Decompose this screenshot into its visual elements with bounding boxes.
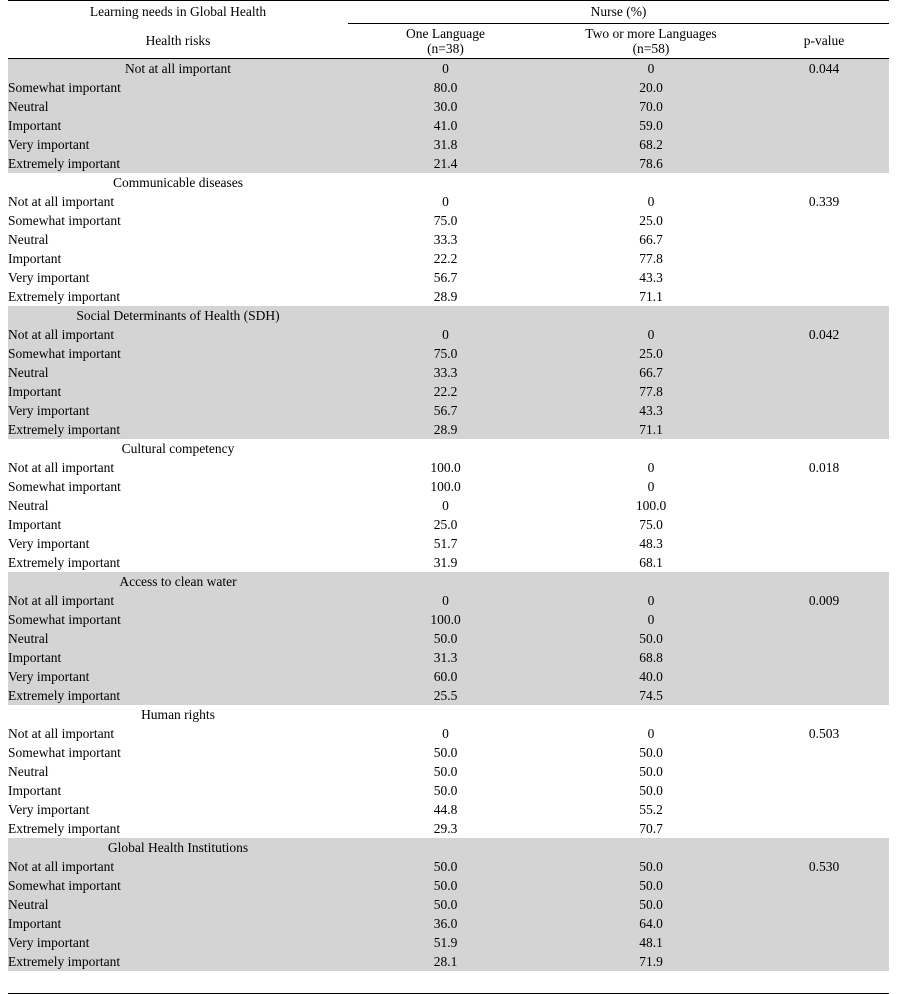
cell-two-languages: 0 [543, 59, 759, 79]
table-row [8, 553, 889, 572]
section-header-spacer [759, 838, 889, 857]
table-row [8, 154, 889, 173]
section-header-spacer [543, 705, 759, 724]
cell-one-language: 0 [348, 325, 543, 344]
row-label: Somewhat important [8, 344, 348, 363]
cell-two-languages: 50.0 [543, 876, 759, 895]
cell-two-languages: 0 [543, 477, 759, 496]
cell-pvalue-empty [759, 420, 889, 439]
cell-pvalue-empty [759, 534, 889, 553]
table-row [8, 363, 889, 382]
cell-pvalue-empty [759, 781, 889, 800]
cell-one-language: 50.0 [348, 743, 543, 762]
section-header-spacer [348, 439, 543, 458]
cell-two-languages: 48.1 [543, 933, 759, 952]
section-header-spacer [543, 572, 759, 591]
table-row [8, 762, 889, 781]
cell-pvalue: 0.018 [759, 458, 889, 477]
cell-pvalue-empty [759, 553, 889, 572]
row-label: Very important [8, 135, 348, 154]
cell-one-language: 25.5 [348, 686, 543, 705]
cell-one-language: 75.0 [348, 211, 543, 230]
table-row [8, 686, 889, 705]
cell-one-language: 33.3 [348, 230, 543, 249]
table-row [8, 591, 889, 610]
cell-pvalue-empty [759, 762, 889, 781]
cell-two-languages: 100.0 [543, 496, 759, 515]
table-row [8, 914, 889, 933]
table-row [8, 743, 889, 762]
cell-two-languages: 40.0 [543, 667, 759, 686]
row-label: Extremely important [8, 819, 348, 838]
cell-two-languages: 77.8 [543, 382, 759, 401]
table-subheader-row [8, 24, 889, 59]
cell-two-languages: 50.0 [543, 762, 759, 781]
section-header-spacer [543, 439, 759, 458]
cell-pvalue-empty [759, 78, 889, 97]
table-row [8, 800, 889, 819]
cell-two-languages: 0 [543, 458, 759, 477]
section-header-row [8, 306, 889, 325]
cell-one-language: 31.3 [348, 648, 543, 667]
table-body [8, 59, 889, 994]
section-header-row [8, 572, 889, 591]
cell-two-languages: 70.7 [543, 819, 759, 838]
cell-one-language: 28.9 [348, 287, 543, 306]
cell-two-languages: 74.5 [543, 686, 759, 705]
section-header-spacer [759, 439, 889, 458]
cell-two-languages: 71.1 [543, 420, 759, 439]
table-row [8, 192, 889, 211]
row-label: Very important [8, 667, 348, 686]
cell-two-languages: 50.0 [543, 781, 759, 800]
cell-pvalue-empty [759, 154, 889, 173]
cell-two-languages: 25.0 [543, 344, 759, 363]
cell-one-language: 29.3 [348, 819, 543, 838]
section-header-spacer [759, 705, 889, 724]
section-title: Human rights [8, 705, 348, 724]
cell-pvalue-empty [759, 344, 889, 363]
cell-pvalue: 0.530 [759, 857, 889, 876]
cell-pvalue-empty [759, 477, 889, 496]
section-title: Social Determinants of Health (SDH) [8, 306, 348, 325]
table-row [8, 534, 889, 553]
cell-pvalue-empty [759, 230, 889, 249]
cell-one-language: 0 [348, 496, 543, 515]
row-label: Neutral [8, 496, 348, 515]
cell-two-languages: 68.8 [543, 648, 759, 667]
table-header-top-row [8, 1, 889, 24]
cell-pvalue: 0.503 [759, 724, 889, 743]
table-row [8, 477, 889, 496]
row-label: Not at all important [8, 458, 348, 477]
cell-one-language: 31.9 [348, 553, 543, 572]
cell-pvalue: 0.009 [759, 591, 889, 610]
cell-pvalue-empty [759, 686, 889, 705]
cell-two-languages: 20.0 [543, 78, 759, 97]
table-row [8, 401, 889, 420]
cell-one-language: 0 [348, 724, 543, 743]
section-header-row [8, 59, 889, 79]
cell-one-language: 56.7 [348, 401, 543, 420]
cell-pvalue-empty [759, 610, 889, 629]
column-header-one-language-n: (n=38) [427, 41, 464, 56]
cell-one-language: 56.7 [348, 268, 543, 287]
cell-pvalue-empty [759, 287, 889, 306]
row-label: Important [8, 781, 348, 800]
table-row [8, 876, 889, 895]
cell-one-language: 51.9 [348, 933, 543, 952]
table-row [8, 819, 889, 838]
cell-two-languages: 71.1 [543, 287, 759, 306]
cell-pvalue-empty [759, 952, 889, 971]
cell-pvalue-empty [759, 116, 889, 135]
cell-pvalue-empty [759, 363, 889, 382]
cell-two-languages: 0 [543, 724, 759, 743]
cell-pvalue-empty [759, 876, 889, 895]
cell-pvalue-empty [759, 97, 889, 116]
cell-pvalue-empty [759, 914, 889, 933]
cell-pvalue-empty [759, 629, 889, 648]
table-bottom-rule-cell [759, 971, 889, 994]
section-title: Cultural competency [8, 439, 348, 458]
cell-one-language: 0 [348, 591, 543, 610]
table-row [8, 78, 889, 97]
cell-two-languages: 77.8 [543, 249, 759, 268]
section-header-spacer [348, 705, 543, 724]
table-row [8, 249, 889, 268]
cell-one-language: 0 [348, 192, 543, 211]
row-label: Very important [8, 268, 348, 287]
cell-pvalue-empty [759, 496, 889, 515]
section-title: Access to clean water [8, 572, 348, 591]
cell-two-languages: 70.0 [543, 97, 759, 116]
row-label: Very important [8, 933, 348, 952]
section-title: Global Health Institutions [8, 838, 348, 857]
cell-pvalue-empty [759, 249, 889, 268]
row-label: Somewhat important [8, 477, 348, 496]
cell-one-language: 41.0 [348, 116, 543, 135]
row-label: Extremely important [8, 154, 348, 173]
cell-two-languages: 71.9 [543, 952, 759, 971]
cell-two-languages: 43.3 [543, 401, 759, 420]
table-row [8, 458, 889, 477]
cell-two-languages: 50.0 [543, 743, 759, 762]
cell-one-language: 50.0 [348, 876, 543, 895]
cell-one-language: 30.0 [348, 97, 543, 116]
cell-pvalue-empty [759, 667, 889, 686]
row-label: Not at all important [8, 857, 348, 876]
row-label: Very important [8, 800, 348, 819]
cell-one-language: 22.2 [348, 249, 543, 268]
row-label: Not at all important [8, 724, 348, 743]
cell-pvalue-empty [759, 743, 889, 762]
row-label: Important [8, 648, 348, 667]
table-row [8, 420, 889, 439]
section-header-spacer [348, 306, 543, 325]
table-row [8, 515, 889, 534]
column-header-one-language-label: One Language [405, 26, 486, 41]
row-label: Somewhat important [8, 78, 348, 97]
column-header-two-languages-n: (n=58) [632, 41, 670, 56]
cell-one-language: 0 [348, 59, 543, 79]
cell-pvalue-empty [759, 895, 889, 914]
cell-two-languages: 50.0 [543, 629, 759, 648]
row-label: Extremely important [8, 420, 348, 439]
cell-one-language: 33.3 [348, 363, 543, 382]
row-label: Neutral [8, 629, 348, 648]
row-label: Extremely important [8, 553, 348, 572]
table-row [8, 344, 889, 363]
table-row [8, 116, 889, 135]
section-header-spacer [348, 838, 543, 857]
section-header-row [8, 439, 889, 458]
table-row [8, 382, 889, 401]
cell-two-languages: 0 [543, 325, 759, 344]
section-header-spacer [348, 173, 543, 192]
cell-two-languages: 0 [543, 610, 759, 629]
table-row [8, 211, 889, 230]
column-header-pvalue: p-value [759, 24, 889, 59]
row-label: Important [8, 515, 348, 534]
table-row [8, 724, 889, 743]
row-label: Not at all important [8, 325, 348, 344]
table-row [8, 135, 889, 154]
table-row [8, 287, 889, 306]
cell-two-languages: 43.3 [543, 268, 759, 287]
group-header-nurse: Nurse (%) [348, 1, 889, 24]
row-label: Very important [8, 534, 348, 553]
table-row [8, 496, 889, 515]
row-label: Very important [8, 401, 348, 420]
row-label: Neutral [8, 895, 348, 914]
cell-one-language: 100.0 [348, 458, 543, 477]
section-title: Communicable diseases [8, 173, 348, 192]
cell-two-languages: 78.6 [543, 154, 759, 173]
cell-one-language: 44.8 [348, 800, 543, 819]
cell-two-languages: 64.0 [543, 914, 759, 933]
section-header-row [8, 838, 889, 857]
row-label: Neutral [8, 363, 348, 382]
cell-pvalue-empty [759, 648, 889, 667]
cell-one-language: 28.9 [348, 420, 543, 439]
cell-one-language: 75.0 [348, 344, 543, 363]
table-title: Learning needs in Global Health [8, 1, 348, 24]
cell-two-languages: 50.0 [543, 895, 759, 914]
table-row [8, 952, 889, 971]
table-row [8, 629, 889, 648]
cell-two-languages: 68.1 [543, 553, 759, 572]
row-label-header: Health risks [8, 24, 348, 59]
cell-one-language: 50.0 [348, 895, 543, 914]
cell-one-language: 50.0 [348, 781, 543, 800]
row-label: Important [8, 914, 348, 933]
cell-pvalue-empty [759, 800, 889, 819]
cell-one-language: 80.0 [348, 78, 543, 97]
cell-one-language: 31.8 [348, 135, 543, 154]
cell-one-language: 50.0 [348, 629, 543, 648]
cell-two-languages: 48.3 [543, 534, 759, 553]
row-label: Not at all important [8, 192, 348, 211]
cell-one-language: 60.0 [348, 667, 543, 686]
cell-one-language: 50.0 [348, 857, 543, 876]
cell-two-languages: 68.2 [543, 135, 759, 154]
section-header-spacer [543, 173, 759, 192]
table-row [8, 781, 889, 800]
cell-one-language: 100.0 [348, 610, 543, 629]
table-bottom-rule [8, 971, 889, 994]
cell-pvalue-empty [759, 211, 889, 230]
cell-pvalue-empty [759, 515, 889, 534]
cell-pvalue-empty [759, 382, 889, 401]
row-label: Not at all important [8, 591, 348, 610]
table-row [8, 667, 889, 686]
row-label: Important [8, 116, 348, 135]
row-label: Important [8, 382, 348, 401]
section-header-spacer [543, 306, 759, 325]
table-row [8, 610, 889, 629]
cell-two-languages: 75.0 [543, 515, 759, 534]
cell-one-language: 22.2 [348, 382, 543, 401]
column-header-two-languages-label: Two or more Languages [585, 26, 717, 41]
table-header [8, 1, 889, 59]
row-label: Neutral [8, 230, 348, 249]
row-label: Somewhat important [8, 876, 348, 895]
row-label: Extremely important [8, 686, 348, 705]
table-row [8, 268, 889, 287]
section-header-spacer [543, 838, 759, 857]
cell-pvalue: 0.042 [759, 325, 889, 344]
row-label: Somewhat important [8, 743, 348, 762]
table-row [8, 325, 889, 344]
cell-two-languages: 0 [543, 591, 759, 610]
cell-two-languages: 66.7 [543, 230, 759, 249]
cell-two-languages: 55.2 [543, 800, 759, 819]
section-title: Not at all important [8, 59, 348, 79]
table-row [8, 895, 889, 914]
section-header-row [8, 705, 889, 724]
row-label: Extremely important [8, 952, 348, 971]
cell-two-languages: 0 [543, 192, 759, 211]
section-header-row [8, 173, 889, 192]
cell-pvalue-empty [759, 135, 889, 154]
column-header-one-language [348, 24, 543, 59]
cell-two-languages: 59.0 [543, 116, 759, 135]
cell-pvalue-empty [759, 819, 889, 838]
table-bottom-rule-cell [8, 971, 348, 994]
learning-needs-table [8, 0, 889, 994]
cell-two-languages: 25.0 [543, 211, 759, 230]
cell-one-language: 21.4 [348, 154, 543, 173]
section-header-spacer [759, 173, 889, 192]
cell-two-languages: 50.0 [543, 857, 759, 876]
row-label: Neutral [8, 97, 348, 116]
cell-pvalue: 0.044 [759, 59, 889, 79]
column-header-two-languages [543, 24, 759, 59]
table-row [8, 857, 889, 876]
cell-one-language: 100.0 [348, 477, 543, 496]
cell-pvalue-empty [759, 268, 889, 287]
row-label: Important [8, 249, 348, 268]
cell-one-language: 36.0 [348, 914, 543, 933]
table-row [8, 933, 889, 952]
row-label: Neutral [8, 762, 348, 781]
cell-one-language: 51.7 [348, 534, 543, 553]
cell-pvalue: 0.339 [759, 192, 889, 211]
section-header-spacer [348, 572, 543, 591]
row-label: Extremely important [8, 287, 348, 306]
row-label: Somewhat important [8, 211, 348, 230]
cell-two-languages: 66.7 [543, 363, 759, 382]
table-bottom-rule-cell [348, 971, 543, 994]
cell-one-language: 25.0 [348, 515, 543, 534]
section-header-spacer [759, 572, 889, 591]
cell-one-language: 28.1 [348, 952, 543, 971]
table-row [8, 97, 889, 116]
cell-pvalue-empty [759, 933, 889, 952]
cell-pvalue-empty [759, 401, 889, 420]
table-row [8, 648, 889, 667]
row-label: Somewhat important [8, 610, 348, 629]
section-header-spacer [759, 306, 889, 325]
cell-one-language: 50.0 [348, 762, 543, 781]
table-bottom-rule-cell [543, 971, 759, 994]
table-row [8, 230, 889, 249]
